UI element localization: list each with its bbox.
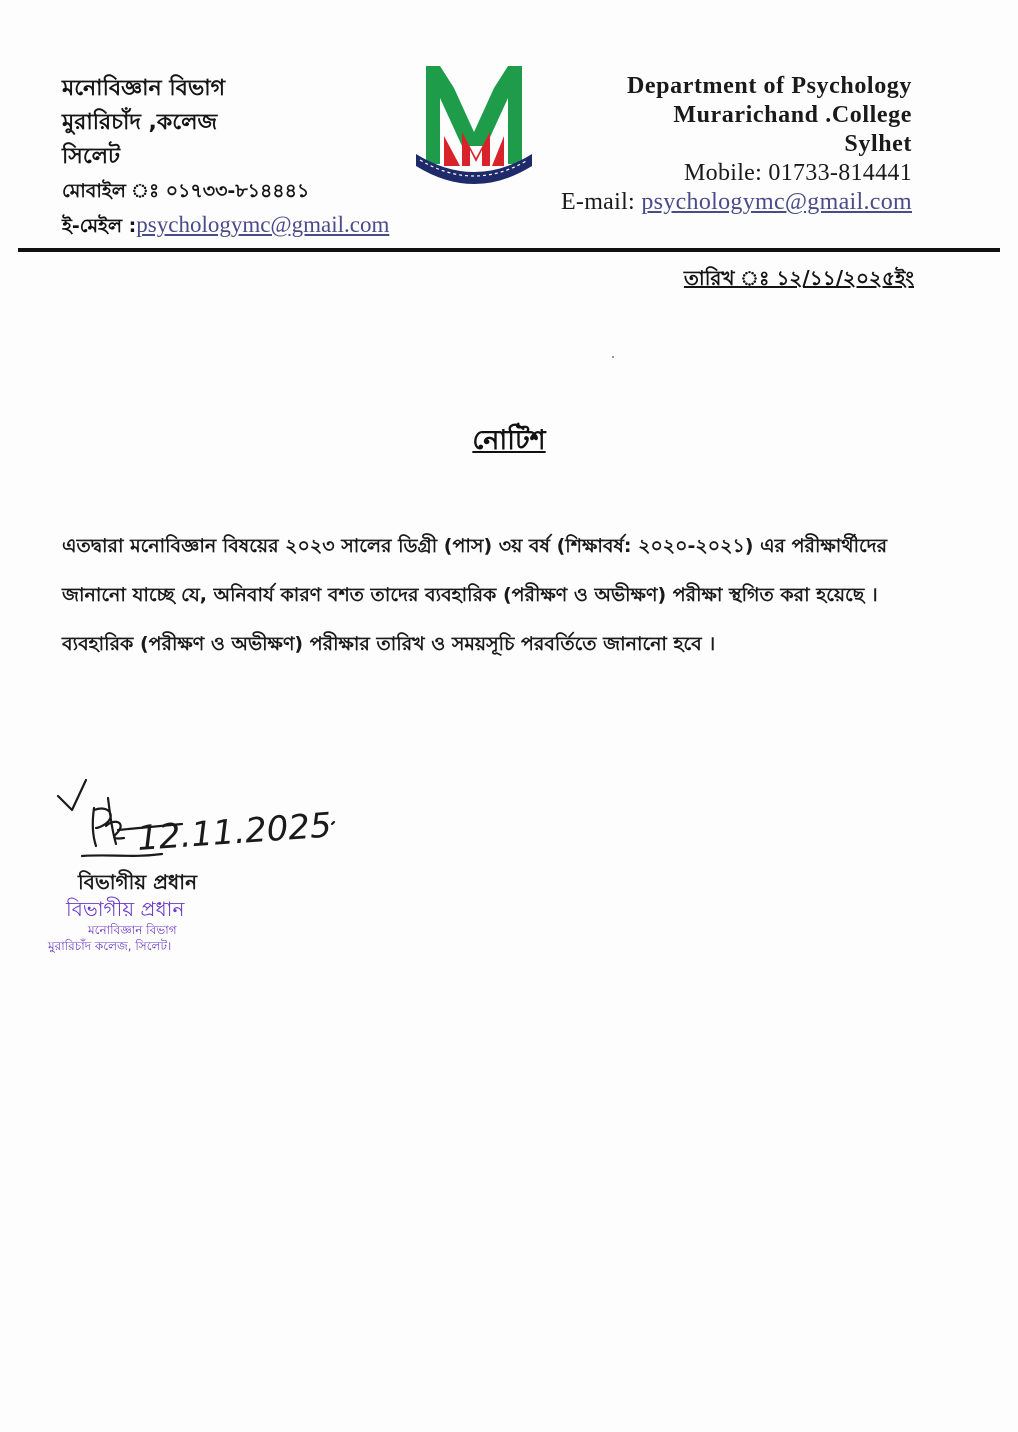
notice-title-text: নোটিশ bbox=[472, 425, 546, 456]
en-college: Murarichand .College bbox=[673, 102, 912, 128]
en-email-link[interactable]: psychologymc@gmail.com bbox=[641, 189, 912, 215]
handwritten-signature bbox=[52, 774, 352, 870]
stamp-line-2: মনোবিজ্ঞান বিভাগ bbox=[88, 923, 177, 937]
notice-line: ব্যবহারিক (পরীক্ষণ ও অভীক্ষণ) পরীক্ষার তারিখ ও সময়সূচি পরবর্তিতে জানানো হবে । bbox=[62, 633, 716, 655]
header-divider bbox=[18, 248, 1000, 252]
bn-mobile: মোবাইল ঃ ০১৭৩৩-৮১৪৪৪১ bbox=[62, 180, 310, 202]
notice-line: জানানো যাচ্ছে যে, অনিবার্য কারণ বশত তাদের ব্যবহারিক (পরীক্ষণ ও অভীক্ষণ) পরীক্ষা স্থগিত করা হয়েছে । bbox=[62, 584, 878, 606]
bn-college: মুরারিচাঁদ ,কলেজ bbox=[62, 110, 218, 135]
en-email-label: E-mail: bbox=[560, 189, 642, 215]
notice-body bbox=[62, 522, 922, 669]
en-department: Department of Psychology bbox=[626, 73, 912, 99]
stamp-line-3: মুরারিচাঁদ কলেজ, সিলেট। bbox=[48, 939, 172, 953]
speck bbox=[612, 356, 614, 358]
notice-line: এতদ্বারা মনোবিজ্ঞান বিষয়ের ২০২৩ সালের ডিগ্রী (পাস) ৩য় বর্ষ (শিক্ষাবর্ষ: ২০২০-২০২১) এর পরীক্ষার্থীদের bbox=[62, 535, 888, 557]
bn-department: মনোবিজ্ঞান বিভাগ bbox=[62, 76, 226, 101]
english-letterhead bbox=[492, 72, 912, 217]
notice-date: তারিখ ঃ ১২/১১/২০২৫ইং bbox=[683, 266, 914, 290]
bn-city: সিলেট bbox=[62, 144, 121, 169]
notice-title bbox=[0, 420, 1018, 465]
signatory-title: বিভাগীয় প্রধান bbox=[78, 870, 198, 894]
bn-email-label: ই-মেইল : bbox=[62, 215, 137, 237]
en-city: Sylhet bbox=[844, 131, 912, 157]
bangla-letterhead bbox=[62, 72, 442, 243]
department-stamp bbox=[44, 896, 264, 954]
bn-email-row bbox=[62, 208, 442, 243]
stamp-line-1: বিভাগীয় প্রধান bbox=[66, 897, 185, 921]
en-email-row bbox=[492, 188, 912, 217]
en-mobile: Mobile: 01733-814441 bbox=[684, 160, 912, 186]
signature-date: 12.11.2025 bbox=[135, 805, 333, 859]
bn-email-link[interactable]: psychologymc@gmail.com bbox=[136, 212, 390, 237]
